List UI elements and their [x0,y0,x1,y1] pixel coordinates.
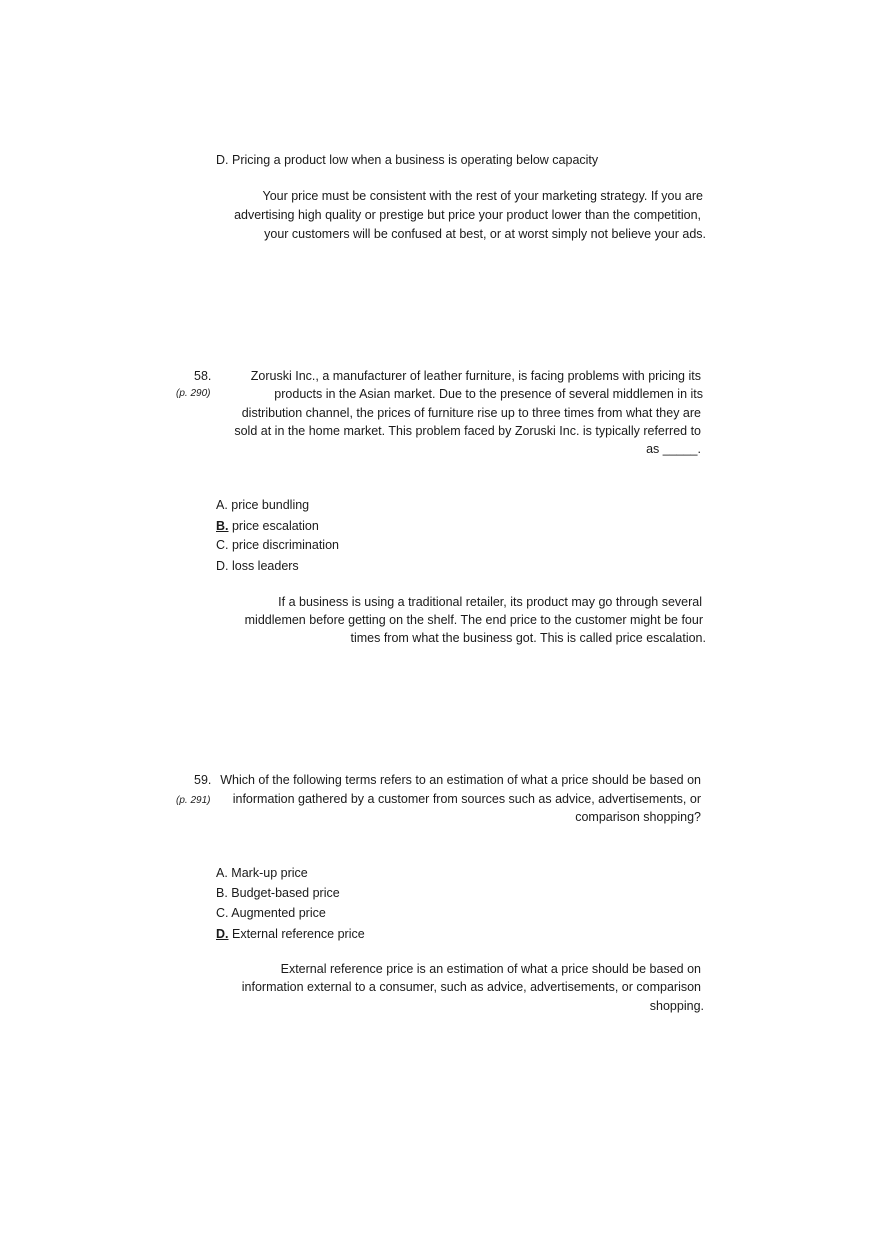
option-c [216,536,339,555]
question-line: comparison shopping? [575,810,701,824]
option-text: price escalation [231,519,319,533]
option-text: price bundling [231,498,310,512]
option-text: price discrimination [231,538,339,552]
explanation-line: your customers will be confused at best, or at worst simply not believe your ads. [264,227,706,241]
explanation-line: If a business is using a traditional retailer, its product may go through several [278,595,702,609]
explanation-line: advertising high quality or prestige but price your product lower than the competition, [234,208,701,222]
question-line: Which of the following terms refers to an estimation of what a price should be based on [220,773,701,787]
explanation-line: Your price must be consistent with the rest of your marketing strategy. If you are [262,189,703,203]
option-letter: A. [216,866,228,880]
question-line: distribution channel, the prices of furniture rise up to three times from what they are [241,406,701,420]
page-reference: (p. 291) [176,795,211,806]
question-line: products in the Asian market. Due to the presence of several middlemen in its [274,387,703,401]
option-text: Mark-up price [231,866,308,880]
option-d [216,925,365,944]
question-number: 59. [194,773,212,787]
explanation-line: shopping. [649,999,704,1013]
question-line: sold at in the home market. This problem faced by Zoruski Inc. is typically referred to [234,424,701,438]
option-text: Budget-based price [231,886,340,900]
page-reference: (p. 290) [176,388,211,399]
option-b [216,884,340,903]
option-letter: D. [216,927,229,941]
explanation-line: times from what the business got. This is called price escalation. [350,631,706,645]
option-letter: C. [216,538,229,552]
prev-option-d [216,151,598,170]
option-text: Pricing a product low when a business is operating below capacity [231,153,599,167]
option-letter: C. [216,906,229,920]
option-a [216,496,309,515]
option-letter: A. [216,498,228,512]
explanation-line: information external to a consumer, such as advice, advertisements, or comparison [241,980,701,994]
explanation-line: middlemen before getting on the shelf. The end price to the customer might be four [244,613,703,627]
option-letter: B. [216,886,228,900]
option-a [216,864,308,883]
explanation-line: External reference price is an estimation of what a price should be based on [280,962,701,976]
option-c [216,904,326,923]
option-text: External reference price [231,927,365,941]
option-b [216,517,319,536]
option-letter: D. [216,559,229,573]
question-number: 58. [194,369,212,383]
option-letter: B. [216,519,229,533]
question-line: information gathered by a customer from sources such as advice, advertisements, or [232,792,701,806]
question-line: Zoruski Inc., a manufacturer of leather furniture, is facing problems with pricing its [250,369,701,383]
option-letter: D. [216,153,229,167]
option-text: loss leaders [231,559,299,573]
question-line: as _____. [646,442,701,456]
option-d [216,557,299,576]
option-text: Augmented price [231,906,326,920]
